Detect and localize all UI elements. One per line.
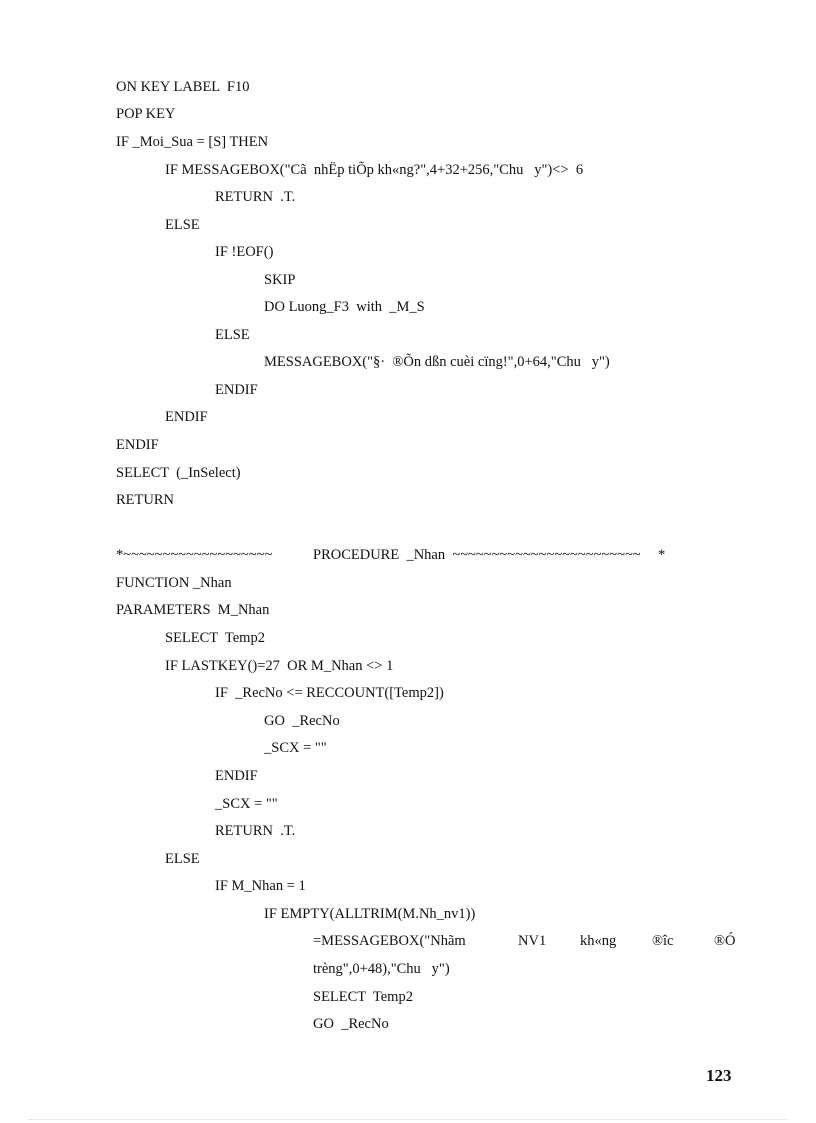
messagebox-word: =MESSAGEBOX("Nhãm: [313, 933, 466, 949]
messagebox-word: kh«ng: [580, 933, 617, 949]
code-line: RETURN .T.: [215, 823, 296, 839]
code-line: IF LASTKEY()=27 OR M_Nhan <> 1: [165, 658, 394, 674]
code-line: IF !EOF(): [215, 244, 274, 260]
code-line: SKIP: [264, 272, 296, 288]
code-line: FUNCTION _Nhan: [116, 575, 232, 591]
code-line: MESSAGEBOX("§· ®Õn dßn cuèi cïng!",0+64,"Chu y"): [264, 354, 610, 370]
code-line: trèng",0+48),"Chu y"): [313, 961, 450, 977]
code-line: RETURN: [116, 492, 174, 508]
messagebox-word: NV1: [518, 933, 547, 949]
procedure-header-middle: PROCEDURE _Nhan ~~~~~~~~~~~~~~~~~~~~~~~~: [313, 547, 641, 563]
procedure-header-left: *~~~~~~~~~~~~~~~~~~~: [116, 547, 273, 563]
code-line: SELECT Temp2: [165, 630, 265, 646]
code-line: ON KEY LABEL F10: [116, 79, 250, 95]
code-line: IF _Moi_Sua = [S] THEN: [116, 134, 269, 150]
code-line: ELSE: [165, 217, 200, 233]
procedure-header-right: *: [658, 547, 666, 563]
messagebox-word: ®Ó: [714, 933, 736, 949]
code-line: RETURN .T.: [215, 189, 296, 205]
code-line: ENDIF: [215, 768, 258, 784]
code-line: IF MESSAGEBOX("Cã nhËp tiÕp kh«ng?",4+32+256,"Chu y")<> 6: [165, 162, 584, 178]
code-line: GO _RecNo: [264, 713, 340, 729]
code-line: IF EMPTY(ALLTRIM(M.Nh_nv1)): [264, 906, 476, 922]
code-line: SELECT (_InSelect): [116, 465, 241, 481]
code-line: ENDIF: [215, 382, 258, 398]
code-line: PARAMETERS M_Nhan: [116, 602, 270, 618]
code-line: IF M_Nhan = 1: [215, 878, 306, 894]
code-line: ELSE: [215, 327, 250, 343]
page-number: 123: [706, 1066, 732, 1085]
code-line: _SCX = "": [215, 796, 278, 812]
code-line: IF _RecNo <= RECCOUNT([Temp2]): [215, 685, 444, 701]
code-line: ELSE: [165, 851, 200, 867]
code-line: _SCX = "": [264, 740, 327, 756]
code-line: DO Luong_F3 with _M_S: [264, 299, 425, 315]
code-line: GO _RecNo: [313, 1016, 389, 1032]
code-line: ENDIF: [165, 409, 208, 425]
code-line: POP KEY: [116, 106, 176, 122]
footer-divider: [28, 1119, 788, 1120]
code-line: SELECT Temp2: [313, 989, 413, 1005]
messagebox-word: ®îc: [652, 933, 674, 949]
code-line: ENDIF: [116, 437, 159, 453]
